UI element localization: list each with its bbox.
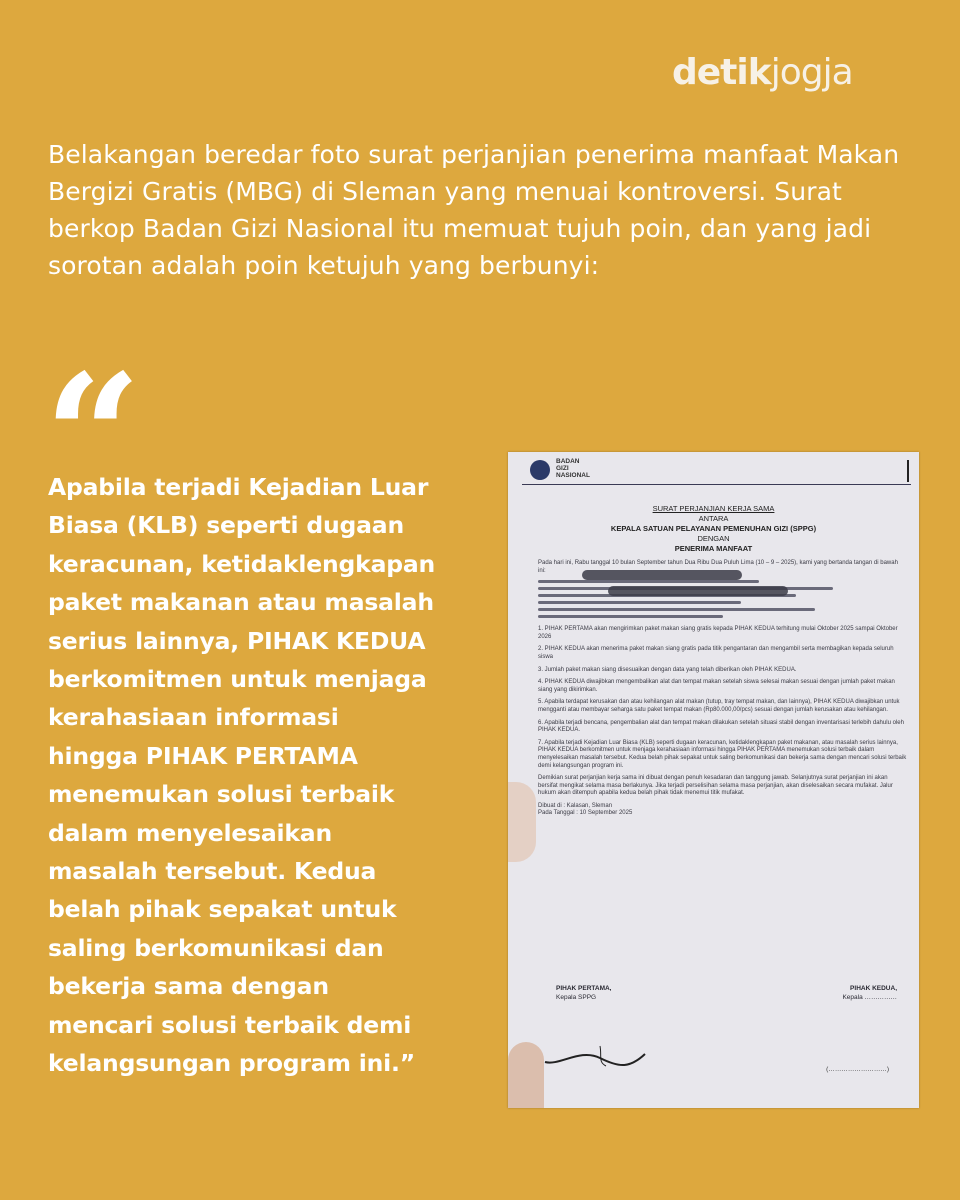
intro-paragraph: Belakangan beredar foto surat perjanjian penerima manfaat Makan Bergizi Gratis (MBG) di Sleman yang menuai kontroversi. Surat berkop Badan Gizi Nasional itu memuat tujuh poin, dan yang jadi sorotan adalah poin ketujuh yang berbunyi: [48, 140, 900, 280]
title-line: KEPALA SATUAN PELAYANAN PEMENUHAN GIZI (SPPG) [610, 524, 817, 533]
quote-line: kelangsungan program ini.” [48, 1049, 415, 1078]
quote-line: masalah tersebut. Kedua [48, 857, 377, 886]
detikjogja-logo [672, 52, 853, 93]
quote-line: bekerja sama dengan [48, 972, 329, 1001]
agreement-point: 5. Apabila terdapat kerusakan dan atau kehilangan alat makan (tutup, tray tempat makan, dan lainnya), PIHAK KEDUA diwajibkan untuk mengganti atau membayar seharga satu paket tempat makan (Rp80.000,00/pcs) sesuai dengan jumlah kerusakan atau kehilangan. [538, 699, 900, 713]
quote-line: paket makanan atau masalah [48, 588, 434, 617]
agreement-point: 1. PIHAK PERTAMA akan mengirimkan paket makan siang gratis kepada PIHAK KEDUA terhitung mulai Oktober 2025 sampai Oktober 2026 [538, 626, 898, 640]
quote-line: saling berkomunikasi dan [48, 933, 384, 962]
first-party-signature [556, 984, 612, 1002]
quote-block [48, 468, 498, 1083]
redaction-mark [608, 586, 788, 596]
signature-scribble [540, 1042, 650, 1070]
brand-line: BADAN [556, 458, 580, 465]
letter-date: Pada Tanggal : 10 September 2025 [538, 810, 633, 817]
title-line: SURAT PERJANJIAN KERJA SAMA [652, 504, 775, 513]
title-line: DENGAN [697, 534, 730, 543]
letter-closing: Demikian surat perjanjian kerja sama ini dibuat dengan penuh kesadaran dan tanggung jawab. Selanjutnya surat perjanjian ini akan bersifat mengikat selama masa berlakunya. Jika terjadi perselisihan selama masa perjanjian, akan diselesaikan secara mufakat. Jalur hukum akan ditempuh apabila kedua belah pihak tidak menemui titik mufakat. [538, 775, 893, 797]
redaction-mark [582, 570, 742, 580]
agreement-point: 3. Jumlah paket makan siang disesuaikan dengan data yang telah diberikan oleh PIHAK KEDUA. [538, 666, 797, 673]
quote-line: Biasa (KLB) seperti dugaan [48, 511, 404, 540]
quote-line: hingga PIHAK PERTAMA [48, 741, 358, 770]
signature-title: PIHAK KEDUA, [850, 985, 897, 992]
quote-mark-icon: “ [44, 337, 142, 537]
letterhead-divider [522, 484, 911, 485]
bgn-emblem-icon [530, 460, 550, 480]
agreement-letter-photo [508, 452, 919, 1108]
agreement-point: 2. PIHAK KEDUA akan menerima paket makan siang gratis pada titik pengantaran dan mengambil serta membagikan kepada seluruh siswa [538, 646, 894, 660]
agreement-point: 7. Apabila terjadi Kejadian Luar Biasa (KLB) seperti dugaan keracunan, ketidaklengkapan paket makanan, atau masalah serius lainnya, PIHAK KEDUA berkomitmen untuk menjaga kerahasiaan informasi hingga PIHAK PERTAMA menemukan solusi terbaik dalam menyelesaikan masalah tersebut. Kedua belah pihak sepakat untuk saling berkomunikasi dan bekerja sama dengan mencari solusi terbaik demi kelangsungan program ini. [538, 739, 907, 769]
quote-line: menemukan solusi terbaik [48, 780, 395, 809]
signature-role: Kepala …………… [842, 994, 897, 1001]
quote-line: keracunan, ketidaklengkapan [48, 549, 436, 578]
hand-holding-paper [508, 1042, 544, 1108]
signature-title: PIHAK PERTAMA, [556, 985, 612, 992]
logo-detik: detik [672, 52, 771, 93]
quote-line: kerahasiaan informasi [48, 703, 339, 732]
hand-holding-paper [508, 782, 536, 862]
brand-line: NASIONAL [556, 472, 590, 479]
letter-body [538, 560, 907, 818]
letter-place: Dibuat di : Kalasan, Sleman [538, 802, 613, 809]
title-line: ANTARA [698, 514, 729, 523]
letterhead-brand [556, 458, 590, 479]
agreement-point: 6. Apabila terjadi bencana, pengembalian alat dan tempat makan dilakukan setelah situasi stabil dengan inventarisasi terlebih dahulu oleh PIHAK KEDUA. [538, 719, 904, 734]
quote-line: mencari solusi terbaik demi [48, 1010, 412, 1039]
title-line: PENERIMA MANFAAT [674, 544, 753, 553]
party-line [538, 580, 759, 583]
signature-role: Kepala SPPG [556, 994, 597, 1001]
agreement-point: 4. PIHAK KEDUA diwajibkan mengembalikan alat dan tempat makan setelah siswa selesai makan sesuai dengan jumlah paket makan siang yang dikirimkan. [538, 679, 895, 693]
letter-title [508, 504, 919, 554]
quote-line: Apabila terjadi Kejadian Luar [48, 473, 429, 501]
quote-line: belah pihak sepakat untuk [48, 895, 397, 924]
party-line [538, 615, 723, 618]
quote-line: serius lainnya, PIHAK KEDUA [48, 626, 426, 655]
letterhead-mark [907, 460, 909, 482]
signature-placeholder: (………………………) [826, 1066, 889, 1073]
quote-line: dalam menyelesaikan [48, 818, 332, 847]
party-line [538, 601, 741, 604]
logo-jogja: jogja [770, 52, 853, 93]
second-party-signature [842, 984, 897, 1002]
quote-line: berkomitmen untuk menjaga [48, 665, 427, 694]
brand-line: GIZI [556, 465, 569, 472]
party-line [538, 608, 815, 611]
letter-opening: Pada hari ini, Rabu tanggal 10 bulan September tahun Dua Ribu Dua Puluh Lima (10 – 9 – 2025), kami yang bertanda tangan di bawah ini: [538, 560, 898, 574]
